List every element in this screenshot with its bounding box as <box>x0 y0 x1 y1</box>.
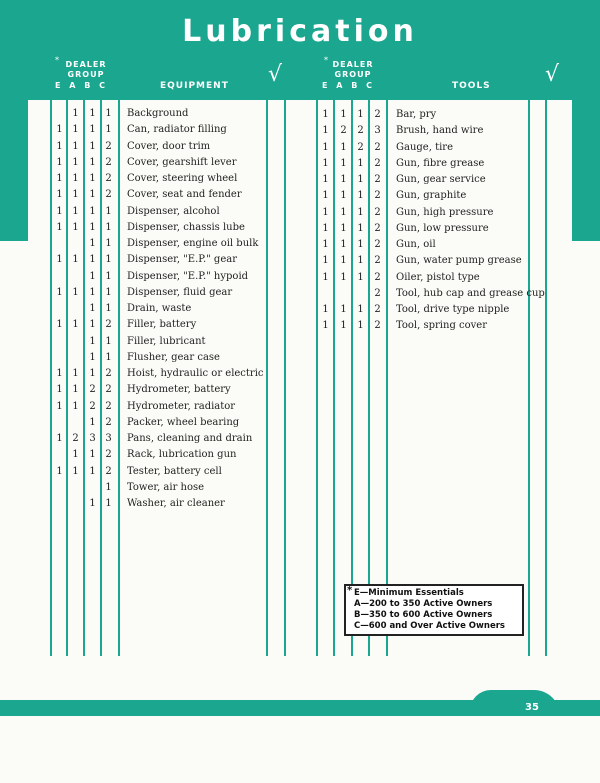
equipment-cell-a: 1 <box>72 465 79 477</box>
equipment-cell-e: 1 <box>56 400 63 412</box>
equipment-cell-c: 1 <box>105 335 112 347</box>
tools-cell-c: 2 <box>374 271 381 283</box>
equipment-cell-a: 1 <box>72 140 79 152</box>
equipment-cell-e: 1 <box>56 384 63 396</box>
tools-row <box>0 222 600 238</box>
equipment-check-mark: √ <box>268 62 283 87</box>
equipment-cell-e: 1 <box>56 156 63 168</box>
equipment-item-name: Background <box>127 108 189 119</box>
tools-cell-b: 2 <box>357 141 364 153</box>
tools-cell-c: 2 <box>374 206 381 218</box>
equipment-item-name: Dispenser, fluid gear <box>127 286 233 298</box>
equipment-row <box>0 383 600 399</box>
tools-item-name: Gauge, tire <box>396 141 453 153</box>
equipment-cell-b: 1 <box>89 189 96 201</box>
equipment-cell-e: 1 <box>56 189 63 201</box>
equipment-cell-c: 2 <box>105 319 112 331</box>
equipment-item-name: Washer, air cleaner <box>127 498 225 509</box>
equipment-item-name: Cover, door trim <box>127 140 211 152</box>
equipment-cell-c: 2 <box>105 189 112 201</box>
tools-row <box>0 108 600 124</box>
equipment-row <box>0 416 600 432</box>
legend-line-e: E—Minimum Essentials <box>354 588 464 598</box>
equipment-cell-c: 1 <box>105 351 112 363</box>
equipment-cell-a: 1 <box>72 319 79 331</box>
equipment-item-name: Dispenser, chassis lube <box>127 221 245 233</box>
equipment-column-header: EQUIPMENT <box>160 81 229 91</box>
equipment-cell-c: 1 <box>105 238 112 249</box>
tools-item-name: Gun, water pump grease <box>396 255 522 267</box>
tools-cell-e: 1 <box>322 174 329 185</box>
tools-row <box>0 141 600 157</box>
legend-star: * <box>347 585 353 596</box>
tools-cell-c: 2 <box>374 190 381 202</box>
equipment-cell-a: 1 <box>72 400 79 412</box>
equipment-cell-e: 1 <box>56 319 63 331</box>
tools-cell-e: 1 <box>322 157 329 169</box>
equipment-cell-c: 2 <box>105 416 112 428</box>
tools-cell-e: 1 <box>322 125 329 137</box>
tools-row <box>0 287 600 303</box>
tools-cell-c: 2 <box>374 141 381 153</box>
equipment-item-name: Filler, lubricant <box>127 335 206 347</box>
equipment-cell-b: 1 <box>89 351 96 363</box>
equipment-cell-b: 1 <box>89 498 96 509</box>
tools-cell-e: 1 <box>322 271 329 283</box>
tools-cell-c: 2 <box>374 287 381 299</box>
page-title: Lubrication <box>182 14 418 49</box>
tools-row <box>0 157 600 173</box>
equipment-cell-b: 1 <box>89 319 96 331</box>
equipment-cell-c: 2 <box>105 368 112 379</box>
equipment-cell-e: 1 <box>56 254 63 266</box>
equipment-item-name: Flusher, gear case <box>127 351 220 363</box>
equipment-cell-b: 1 <box>89 303 96 314</box>
equipment-item-name: Pans, cleaning and drain <box>127 433 253 444</box>
tools-cell-c: 2 <box>374 109 381 120</box>
equipment-cell-b: 1 <box>89 449 96 461</box>
tools-dealer-group-label: DEALER GROUP <box>332 60 374 79</box>
tools-row <box>0 254 600 270</box>
equipment-item-name: Hydrometer, radiator <box>127 400 236 412</box>
equipment-item-name: Packer, wheel bearing <box>127 416 240 428</box>
equipment-cell-a: 1 <box>72 221 79 233</box>
tools-item-name: Gun, fibre grease <box>396 157 485 169</box>
tools-cell-c: 3 <box>374 125 381 137</box>
equipment-item-name: Tower, air hose <box>127 481 205 493</box>
tools-cell-b: 2 <box>357 125 364 137</box>
equipment-cell-b: 1 <box>89 238 96 249</box>
equipment-cell-c: 2 <box>105 465 112 477</box>
equipment-item-name: Can, radiator filling <box>127 124 227 136</box>
tools-star: * <box>324 56 328 65</box>
tools-cell-c: 2 <box>374 157 381 169</box>
equipment-cell-c: 2 <box>105 140 112 152</box>
tools-cell-b: 1 <box>357 206 364 218</box>
tools-item-name: Gun, low pressure <box>396 222 489 234</box>
tools-check-mark: √ <box>545 62 560 87</box>
legend-line-a: A—200 to 350 Active Owners <box>354 599 493 609</box>
equipment-cell-c: 1 <box>105 481 112 493</box>
equipment-cell-a: 1 <box>72 189 79 201</box>
equipment-cell-c: 1 <box>105 254 112 266</box>
equipment-cell-c: 2 <box>105 384 112 396</box>
tools-cell-c: 2 <box>374 255 381 267</box>
equipment-col-letters: E A B C <box>55 81 106 90</box>
tools-cell-a: 1 <box>340 109 347 120</box>
tools-cell-b: 1 <box>357 174 364 185</box>
equipment-cell-a: 1 <box>72 124 79 136</box>
equipment-row <box>0 400 600 416</box>
equipment-cell-b: 1 <box>89 465 96 477</box>
equipment-star: * <box>55 56 59 65</box>
tools-row <box>0 206 600 222</box>
equipment-row <box>0 497 600 513</box>
equipment-cell-a: 1 <box>72 286 79 298</box>
equipment-cell-e: 1 <box>56 140 63 152</box>
tools-cell-a: 1 <box>340 255 347 267</box>
tools-cell-e: 1 <box>322 109 329 120</box>
equipment-row <box>0 481 600 497</box>
tools-cell-b: 1 <box>357 157 364 169</box>
equipment-item-name: Cover, steering wheel <box>127 173 238 184</box>
tools-cell-a: 1 <box>340 222 347 234</box>
tools-cell-a: 1 <box>340 157 347 169</box>
equipment-cell-e: 1 <box>56 173 63 184</box>
equipment-cell-b: 1 <box>89 124 96 136</box>
tools-cell-b: 1 <box>357 109 364 120</box>
equipment-cell-b: 1 <box>89 254 96 266</box>
equipment-cell-c: 2 <box>105 156 112 168</box>
equipment-cell-c: 3 <box>105 433 112 444</box>
equipment-cell-b: 1 <box>89 416 96 428</box>
equipment-cell-b: 1 <box>89 368 96 379</box>
equipment-cell-c: 1 <box>105 124 112 136</box>
tools-cell-c: 2 <box>374 222 381 234</box>
tools-cell-e: 1 <box>322 206 329 218</box>
tools-row <box>0 173 600 189</box>
equipment-row <box>0 448 600 464</box>
equipment-cell-c: 2 <box>105 173 112 184</box>
tools-cell-c: 2 <box>374 239 381 250</box>
tools-cell-b: 1 <box>357 255 364 267</box>
equipment-cell-c: 1 <box>105 108 112 119</box>
tools-row <box>0 124 600 140</box>
equipment-item-name: Hoist, hydraulic or electric <box>127 368 264 379</box>
equipment-cell-a: 1 <box>72 384 79 396</box>
equipment-cell-b: 1 <box>89 108 96 119</box>
equipment-item-name: Dispenser, "E.P." hypoid <box>127 270 249 282</box>
tools-cell-e: 1 <box>322 190 329 202</box>
tools-item-name: Tool, spring cover <box>396 320 487 332</box>
tools-cell-a: 1 <box>340 206 347 218</box>
equipment-row <box>0 367 600 383</box>
equipment-cell-e: 1 <box>56 286 63 298</box>
equipment-cell-b: 2 <box>89 384 96 396</box>
equipment-cell-b: 2 <box>89 400 96 412</box>
equipment-cell-b: 1 <box>89 270 96 282</box>
equipment-cell-a: 1 <box>72 205 79 217</box>
legend-line-b: B—350 to 600 Active Owners <box>354 610 493 620</box>
equipment-cell-e: 1 <box>56 124 63 136</box>
equipment-cell-c: 1 <box>105 498 112 509</box>
tools-item-name: Tool, drive type nipple <box>396 304 510 315</box>
equipment-cell-c: 2 <box>105 449 112 461</box>
equipment-cell-b: 1 <box>89 335 96 347</box>
equipment-cell-e: 1 <box>56 205 63 217</box>
tools-cell-e: 1 <box>322 222 329 234</box>
equipment-cell-a: 1 <box>72 449 79 461</box>
equipment-cell-c: 1 <box>105 286 112 298</box>
equipment-cell-b: 1 <box>89 286 96 298</box>
equipment-cell-c: 1 <box>105 205 112 217</box>
tools-row <box>0 238 600 254</box>
equipment-cell-c: 1 <box>105 221 112 233</box>
equipment-item-name: Tester, battery cell <box>127 465 222 477</box>
equipment-cell-b: 1 <box>89 140 96 152</box>
equipment-item-name: Rack, lubrication gun <box>127 449 237 461</box>
tools-cell-b: 1 <box>357 271 364 283</box>
tools-cell-c: 2 <box>374 304 381 315</box>
equipment-cell-b: 1 <box>89 173 96 184</box>
tools-cell-e: 1 <box>322 141 329 153</box>
equipment-cell-b: 3 <box>89 433 96 444</box>
equipment-cell-c: 1 <box>105 303 112 314</box>
tools-cell-e: 1 <box>322 304 329 315</box>
tools-cell-a: 1 <box>340 141 347 153</box>
tools-item-name: Gun, high pressure <box>396 206 494 218</box>
equipment-row <box>0 335 600 351</box>
tools-cell-a: 2 <box>340 125 347 137</box>
tools-cell-b: 1 <box>357 320 364 332</box>
equipment-item-name: Drain, waste <box>127 303 192 314</box>
equipment-dealer-group-label: DEALER GROUP <box>65 60 107 79</box>
tools-cell-a: 1 <box>340 239 347 250</box>
equipment-item-name: Dispenser, alcohol <box>127 205 220 217</box>
tools-cell-a: 1 <box>340 304 347 315</box>
equipment-item-name: Dispenser, engine oil bulk <box>127 238 259 249</box>
equipment-item-name: Filler, battery <box>127 319 197 331</box>
equipment-row <box>0 432 600 448</box>
equipment-cell-a: 1 <box>72 173 79 184</box>
tools-cell-e: 1 <box>322 255 329 267</box>
tools-item-name: Brush, hand wire <box>396 125 484 137</box>
tools-column-header: TOOLS <box>452 81 491 91</box>
legend-line-c: C—600 and Over Active Owners <box>354 621 505 631</box>
tools-cell-c: 2 <box>374 320 381 332</box>
equipment-cell-c: 1 <box>105 270 112 282</box>
equipment-cell-a: 1 <box>72 368 79 379</box>
equipment-cell-a: 1 <box>72 254 79 266</box>
tools-item-name: Tool, hub cap and grease cup <box>396 287 545 299</box>
equipment-item-name: Cover, gearshift lever <box>127 156 237 168</box>
tools-cell-c: 2 <box>374 174 381 185</box>
tools-item-name: Gun, oil <box>396 239 436 250</box>
tools-cell-a: 1 <box>340 271 347 283</box>
footer-area <box>0 656 600 783</box>
tools-cell-b: 1 <box>357 304 364 315</box>
equipment-row <box>0 351 600 367</box>
equipment-cell-b: 1 <box>89 221 96 233</box>
equipment-item-name: Hydrometer, battery <box>127 384 231 396</box>
page-number: 35 <box>525 702 539 713</box>
equipment-cell-a: 1 <box>72 156 79 168</box>
equipment-cell-e: 1 <box>56 221 63 233</box>
equipment-row <box>0 465 600 481</box>
equipment-cell-e: 1 <box>56 368 63 379</box>
tools-item-name: Gun, gear service <box>396 174 486 185</box>
tools-cell-a: 1 <box>340 190 347 202</box>
equipment-cell-e: 1 <box>56 465 63 477</box>
tools-item-name: Gun, graphite <box>396 190 467 202</box>
equipment-cell-a: 1 <box>72 108 79 119</box>
tools-col-letters: E A B C <box>322 81 373 90</box>
tools-item-name: Bar, pry <box>396 109 437 120</box>
equipment-cell-b: 1 <box>89 156 96 168</box>
equipment-item-name: Cover, seat and fender <box>127 189 242 201</box>
tools-cell-a: 1 <box>340 320 347 332</box>
equipment-cell-a: 2 <box>72 433 79 444</box>
tools-cell-b: 1 <box>357 239 364 250</box>
tools-cell-e: 1 <box>322 320 329 332</box>
tools-cell-b: 1 <box>357 190 364 202</box>
equipment-cell-c: 2 <box>105 400 112 412</box>
tools-row <box>0 319 600 335</box>
tools-cell-b: 1 <box>357 222 364 234</box>
tools-row <box>0 189 600 205</box>
equipment-cell-e: 1 <box>56 433 63 444</box>
equipment-item-name: Dispenser, "E.P." gear <box>127 254 237 266</box>
legend-box <box>344 584 524 636</box>
tools-cell-e: 1 <box>322 239 329 250</box>
tools-item-name: Oiler, pistol type <box>396 271 480 283</box>
tools-row <box>0 303 600 319</box>
equipment-cell-b: 1 <box>89 205 96 217</box>
tools-cell-a: 1 <box>340 174 347 185</box>
tools-row <box>0 271 600 287</box>
